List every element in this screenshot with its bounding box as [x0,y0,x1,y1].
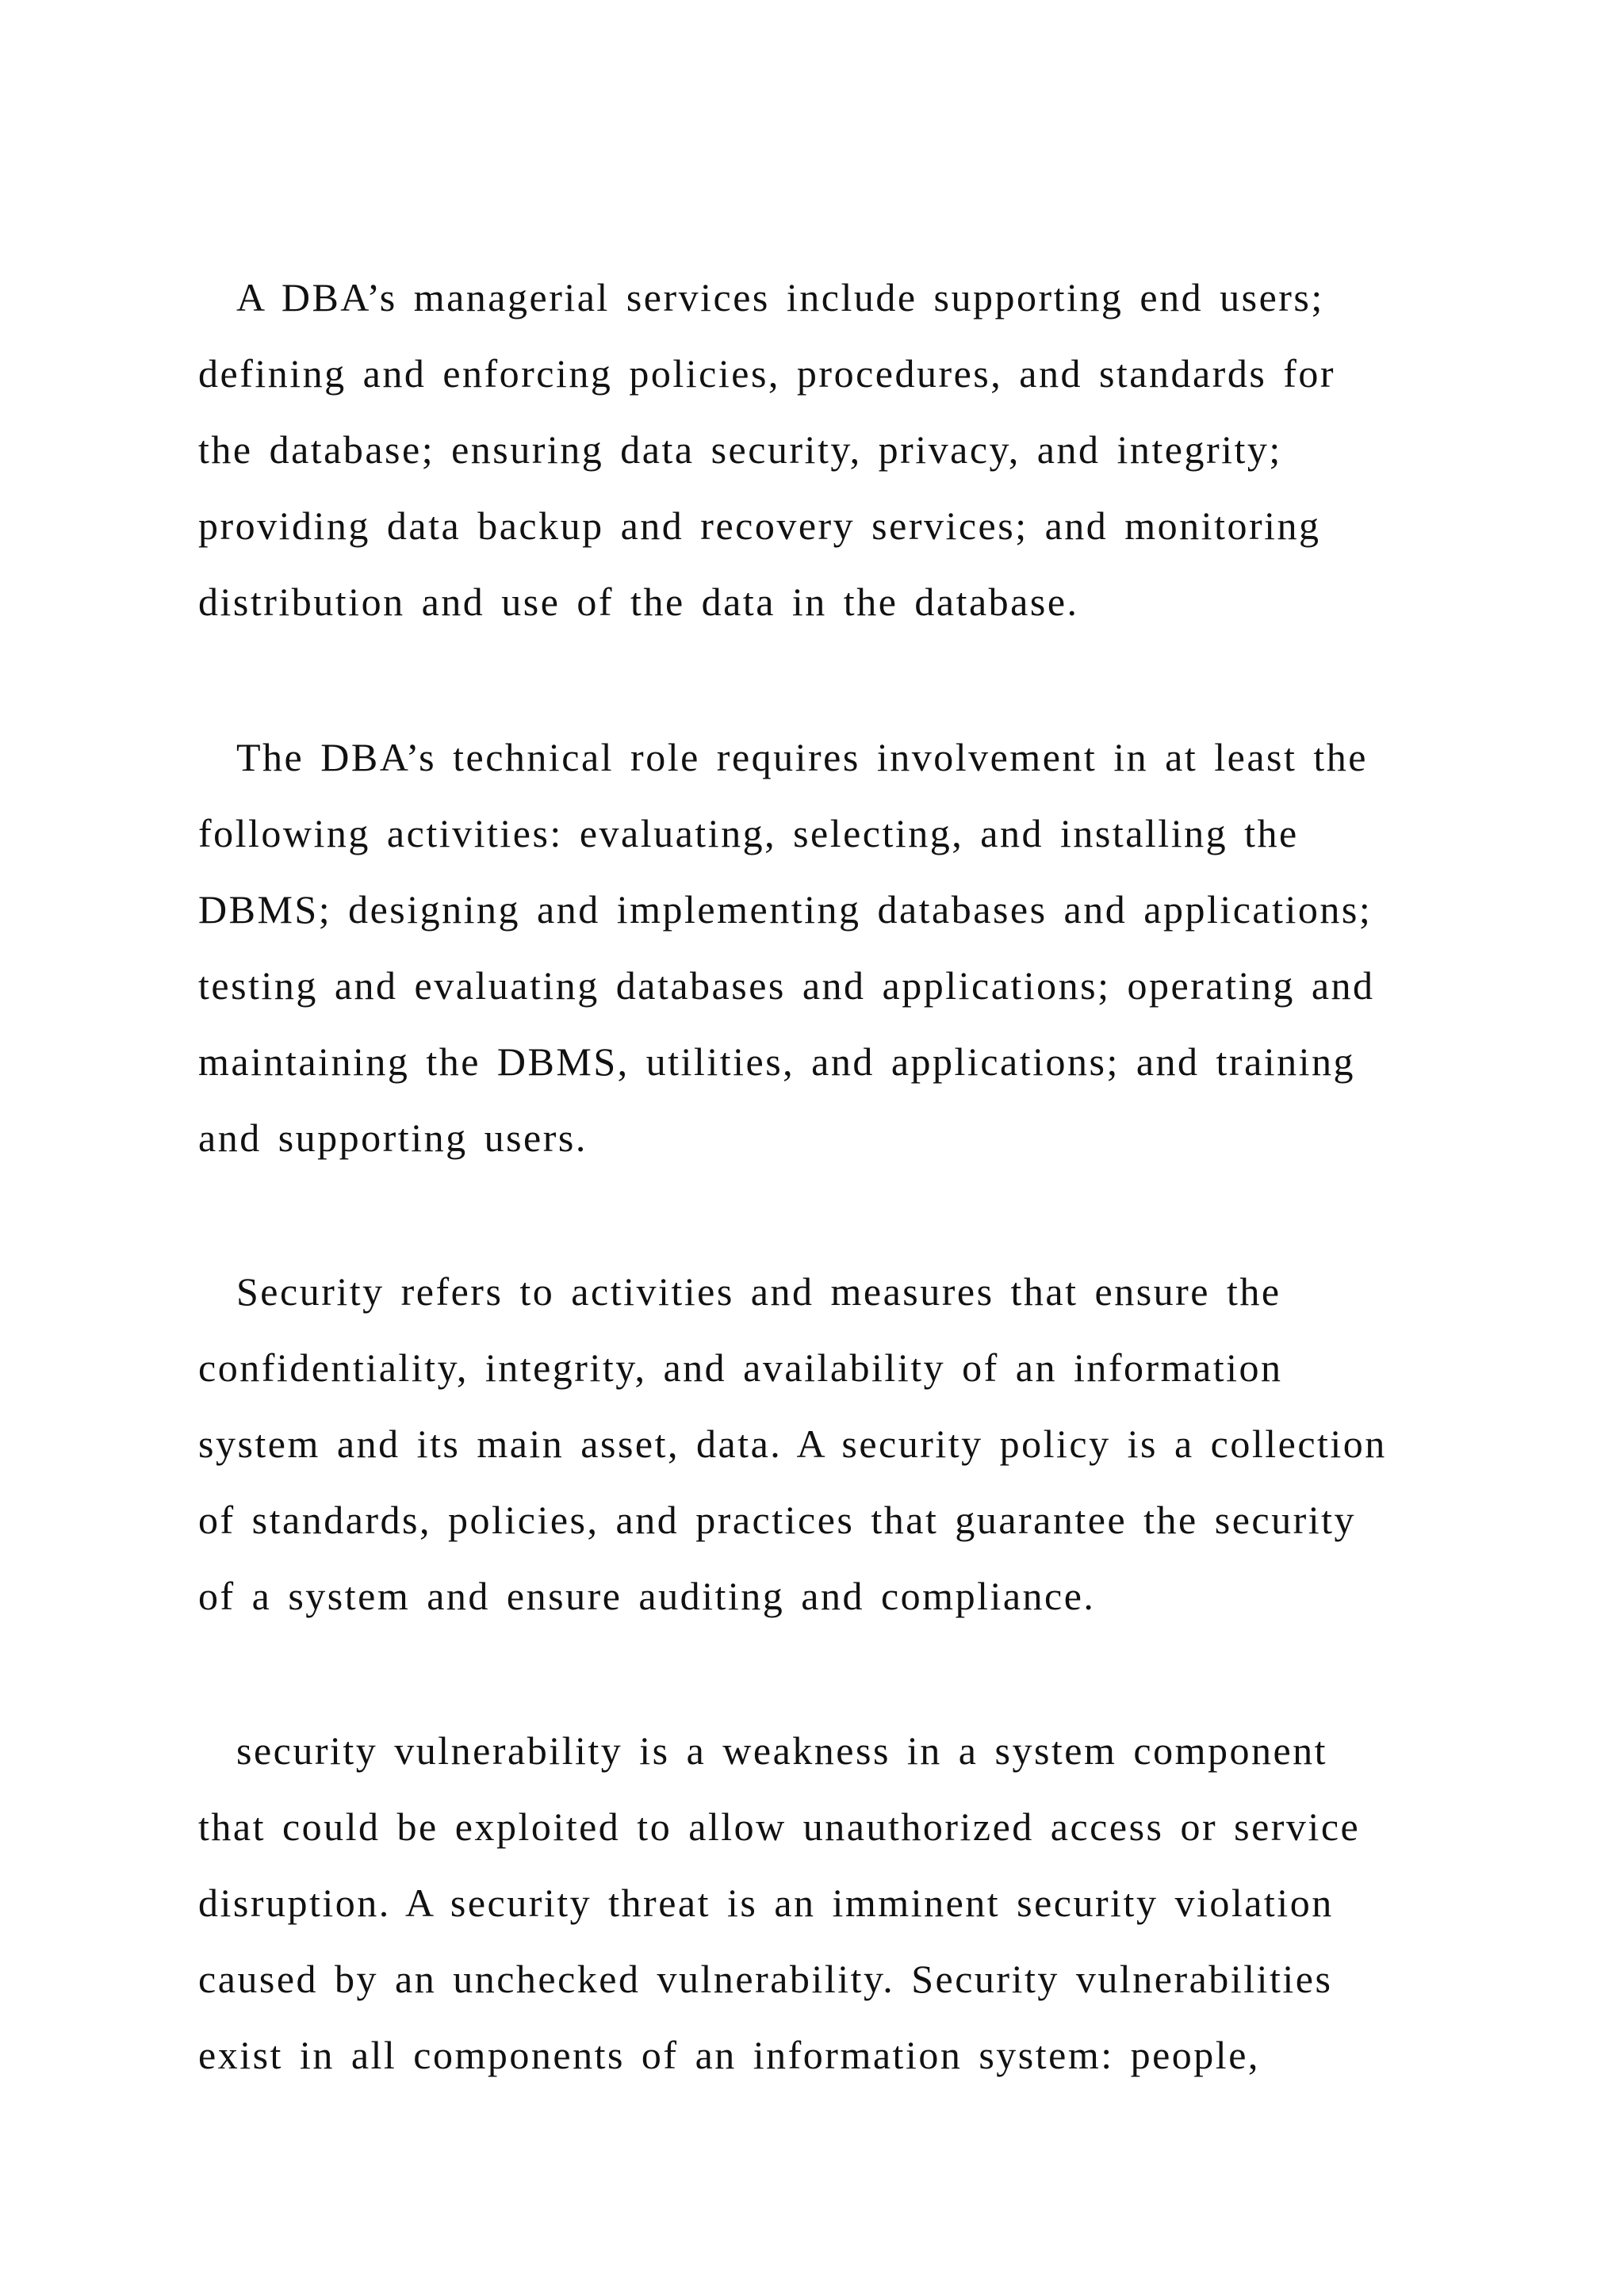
text-line: exist in all components of an information system: people, [198,2033,1260,2077]
text-line: the database; ensuring data security, privacy, and integrity; [198,427,1282,472]
text-line: confidentiality, integrity, and availability of an information [198,1345,1283,1390]
text-line: The DBA’s technical role requires involvement in at least the [236,735,1368,779]
text-line: caused by an unchecked vulnerability. Security vulnerabilities [198,1957,1333,2001]
text-line: providing data backup and recovery services; and monitoring [198,503,1321,548]
text-line: disruption. A security threat is an imminent security violation [198,1881,1334,1925]
text-line: security vulnerability is a weakness in a system component [236,1728,1328,1773]
text-line: distribution and use of the data in the database. [198,580,1079,624]
text-line: of standards, policies, and practices that guarantee the security [198,1498,1357,1542]
text-line: that could be exploited to allow unauthorized access or service [198,1804,1361,1849]
text-line: following activities: evaluating, selecting, and installing the [198,811,1299,855]
text-line: testing and evaluating databases and applications; operating and [198,963,1375,1008]
text-line: system and its main asset, data. A security policy is a collection [198,1422,1387,1466]
text-line: Security refers to activities and measures that ensure the [236,1269,1281,1314]
text-line: defining and enforcing policies, procedures, and standards for [198,351,1336,396]
text-line: of a system and ensure auditing and compliance. [198,1574,1096,1618]
text-line: maintaining the DBMS, utilities, and applications; and training [198,1039,1356,1084]
text-line: A DBA’s managerial services include supporting end users; [236,275,1324,320]
text-line: and supporting users. [198,1115,588,1160]
text-line: DBMS; designing and implementing databases and applications; [198,887,1373,932]
